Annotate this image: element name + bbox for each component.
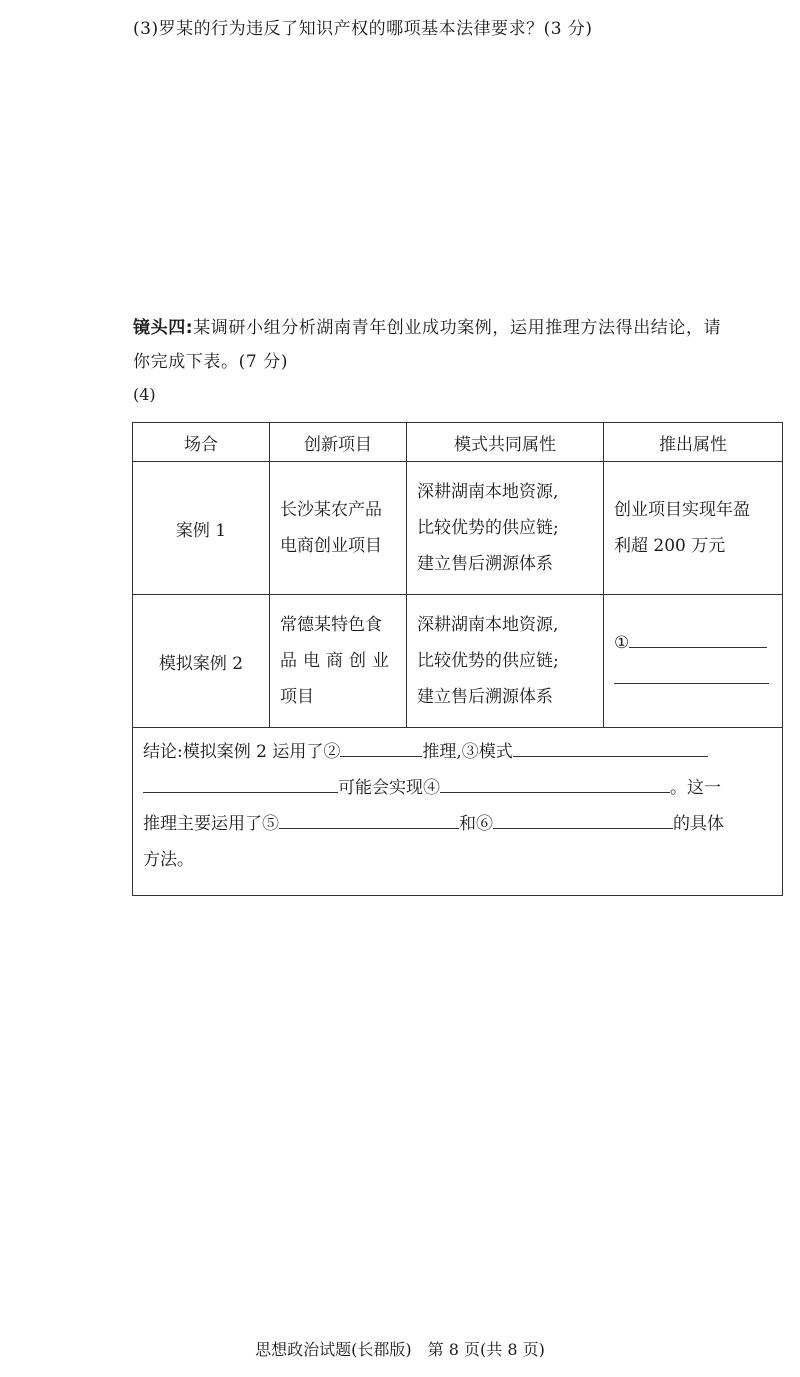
blank-1-line <box>614 625 772 661</box>
blank-5[interactable] <box>279 808 459 829</box>
blank-1[interactable] <box>629 627 767 648</box>
case-2-attr-line-2: 比较优势的供应链; <box>417 651 559 671</box>
conclusion-text-2: 推理,③模式 <box>422 742 513 762</box>
case-1-common-attr <box>407 462 604 595</box>
case-1-attr-line-2: 比较优势的供应链; <box>417 518 559 538</box>
blank-1-continued[interactable] <box>614 663 769 684</box>
case-2-cell: 模拟案例 2 <box>133 595 270 728</box>
conclusion-line-1 <box>143 734 772 770</box>
case-1-result-line-1: 创业项目实现年盈 <box>614 500 750 520</box>
conclusion-row <box>133 728 783 896</box>
case-1-result <box>604 462 783 595</box>
header-occasion: 场合 <box>133 423 270 462</box>
subquestion-4: (4) <box>133 385 156 404</box>
blank-3[interactable] <box>513 736 708 757</box>
conclusion-text-5: 推理主要运用了⑤ <box>143 814 279 834</box>
table-header-row <box>133 423 783 462</box>
case-2-common-attr <box>407 595 604 728</box>
table-row <box>133 462 783 595</box>
conclusion-line-4: 方法。 <box>143 850 194 870</box>
blank-2[interactable] <box>340 736 422 757</box>
conclusion-text-7: 的具体 <box>673 814 724 834</box>
blank-4[interactable] <box>440 772 670 793</box>
header-derived-attr: 推出属性 <box>604 423 783 462</box>
case-1-project <box>270 462 407 595</box>
case-1-cell: 案例 1 <box>133 462 270 595</box>
conclusion-line-3 <box>143 806 772 842</box>
scene-4-line-1 <box>133 313 721 338</box>
conclusion-text-3: 可能会实现④ <box>338 778 440 798</box>
case-1-project-line-2: 电商创业项目 <box>280 536 382 556</box>
conclusion-text-6: 和⑥ <box>459 814 493 834</box>
blank-1-line-2 <box>614 661 772 697</box>
blank-6[interactable] <box>493 808 673 829</box>
scene-4-label: 镜头四: <box>133 318 194 338</box>
case-1-attr-line-3: 建立售后溯源体系 <box>417 554 553 574</box>
conclusion-text-1: 结论:模拟案例 2 运用了② <box>143 742 341 762</box>
case-1-project-line-1: 长沙某农产品 <box>280 500 382 520</box>
conclusion-line-2 <box>143 770 772 806</box>
case-1-result-line-2: 利超 200 万元 <box>614 536 726 556</box>
table-row <box>133 595 783 728</box>
scene-4-line-2: 你完成下表。(7 分) <box>133 352 289 372</box>
case-2-project-line-2: 品电商创业 <box>280 651 395 671</box>
case-2-result <box>604 595 783 728</box>
blank-3-continued[interactable] <box>143 772 338 793</box>
reasoning-table <box>132 422 783 896</box>
blank-1-marker: ① <box>614 633 630 653</box>
case-2-project <box>270 595 407 728</box>
question-3: (3)罗某的行为违反了知识产权的哪项基本法律要求？(3 分) <box>133 19 593 39</box>
case-2-project-line-1: 常德某特色食 <box>280 615 382 635</box>
case-2-attr-line-1: 深耕湖南本地资源, <box>417 615 559 635</box>
case-2-project-line-3: 项目 <box>280 687 314 707</box>
case-1-attr-line-1: 深耕湖南本地资源, <box>417 482 559 502</box>
page-footer: 思想政治试题(长郡版) 第 8 页(共 8 页) <box>255 1340 545 1359</box>
case-2-attr-line-3: 建立售后溯源体系 <box>417 687 553 707</box>
scene-4-text-1: 某调研小组分析湖南青年创业成功案例，运用推理方法得出结论，请 <box>193 318 722 338</box>
header-project: 创新项目 <box>270 423 407 462</box>
conclusion-text-4: 。这一 <box>670 778 721 798</box>
header-common-attr: 模式共同属性 <box>407 423 604 462</box>
conclusion-cell <box>133 728 783 896</box>
